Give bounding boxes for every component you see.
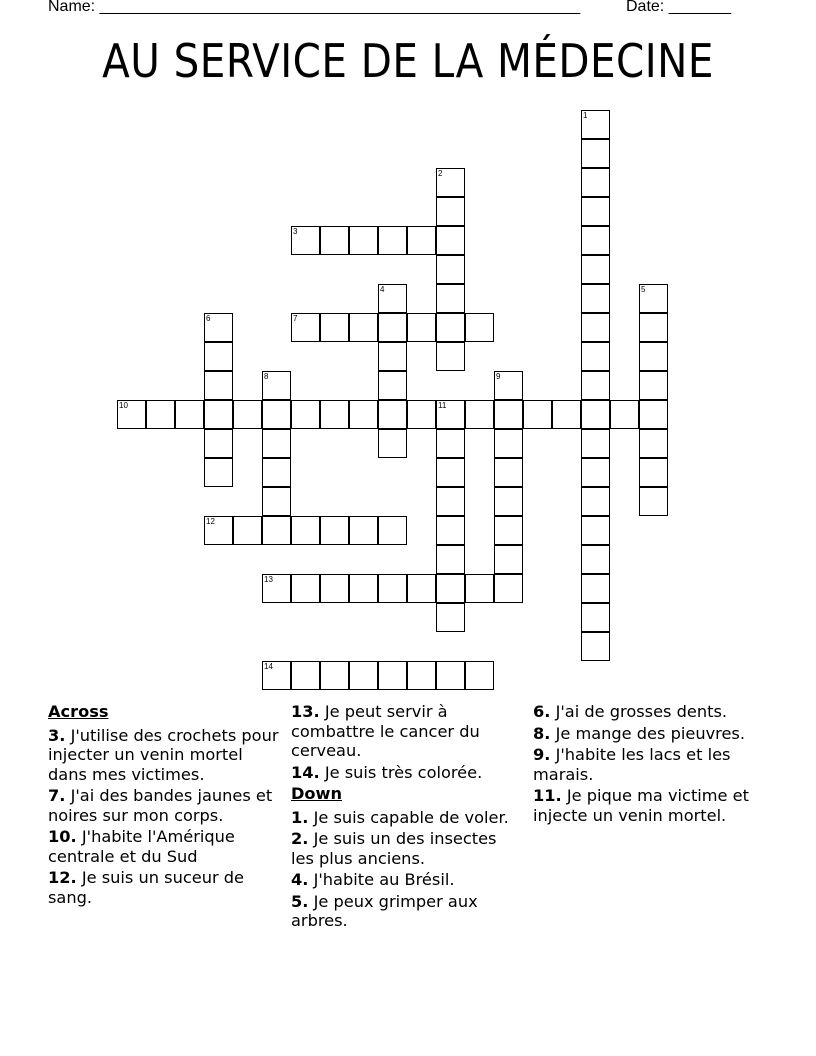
grid-cell[interactable] <box>465 574 494 603</box>
grid-cell[interactable] <box>436 516 465 545</box>
grid-cell[interactable] <box>291 661 320 690</box>
clues-column-3 <box>533 702 763 827</box>
grid-cell[interactable] <box>639 429 668 458</box>
clue-text: Je suis un suceur de sang. <box>48 868 245 907</box>
date-field-label: Date: _______ <box>626 0 731 15</box>
grid-cell[interactable] <box>291 516 320 545</box>
down-heading: Down <box>291 784 343 803</box>
clue-down-9 <box>533 745 763 784</box>
cell-number: 5 <box>641 285 646 294</box>
clue-across-14 <box>291 763 523 783</box>
grid-cell[interactable] <box>581 197 610 226</box>
grid-cell[interactable] <box>494 429 523 458</box>
cell-number: 7 <box>293 314 298 323</box>
clue-number: 4. <box>291 870 309 889</box>
grid-cell[interactable] <box>262 516 291 545</box>
grid-cell[interactable] <box>378 661 407 690</box>
grid-cell[interactable] <box>262 458 291 487</box>
grid-cell[interactable] <box>204 429 233 458</box>
grid-cell[interactable] <box>465 661 494 690</box>
grid-cell[interactable] <box>581 255 610 284</box>
grid-cell[interactable] <box>581 545 610 574</box>
grid-cell[interactable] <box>320 313 349 342</box>
grid-cell[interactable] <box>581 313 610 342</box>
clue-down-8 <box>533 724 763 744</box>
grid-cell[interactable] <box>233 400 262 429</box>
grid-cell[interactable] <box>378 400 407 429</box>
clue-down-2 <box>291 829 523 868</box>
grid-cell[interactable] <box>204 342 233 371</box>
grid-cell[interactable] <box>436 255 465 284</box>
grid-cell[interactable] <box>436 545 465 574</box>
clue-number: 1. <box>291 807 309 827</box>
grid-cell[interactable] <box>262 400 291 429</box>
cell-number: 8 <box>264 372 269 381</box>
clue-down-11 <box>533 786 763 825</box>
cell-number: 3 <box>293 227 298 236</box>
clue-down-4 <box>291 870 523 890</box>
grid-cell[interactable] <box>465 313 494 342</box>
grid-cell[interactable] <box>117 400 146 429</box>
clue-number: 11. <box>533 786 562 805</box>
grid-cell[interactable] <box>378 313 407 342</box>
clue-down-6 <box>533 702 763 722</box>
clue-number: 7. <box>48 786 66 805</box>
grid-cell[interactable] <box>436 429 465 458</box>
clue-text: J'utilise des crochets pour injecter un venin mortel dans mes victimes. <box>48 725 279 784</box>
cell-number: 10 <box>119 401 128 410</box>
clue-text: J'habite au Brésil. <box>313 870 455 889</box>
grid-cell[interactable] <box>610 400 639 429</box>
grid-cell[interactable] <box>291 226 320 255</box>
grid-cell[interactable] <box>262 429 291 458</box>
grid-cell[interactable] <box>407 574 436 603</box>
clue-across-10 <box>48 827 280 866</box>
clue-across-7 <box>48 786 280 825</box>
cell-number: 11 <box>438 401 447 410</box>
cell-number: 4 <box>380 285 385 294</box>
clue-across-12 <box>48 868 280 907</box>
clue-number: 6. <box>533 702 551 721</box>
grid-cell[interactable] <box>378 226 407 255</box>
grid-cell[interactable] <box>291 574 320 603</box>
grid-cell[interactable] <box>407 661 436 690</box>
grid-cell[interactable] <box>291 400 320 429</box>
grid-cell[interactable] <box>407 313 436 342</box>
grid-cell[interactable] <box>320 574 349 603</box>
grid-cell[interactable] <box>204 400 233 429</box>
grid-cell[interactable] <box>262 661 291 690</box>
grid-cell[interactable] <box>639 487 668 516</box>
grid-cell[interactable] <box>581 284 610 313</box>
grid-cell[interactable] <box>378 516 407 545</box>
grid-cell[interactable] <box>494 400 523 429</box>
grid-cell[interactable] <box>436 487 465 516</box>
grid-cell[interactable] <box>494 458 523 487</box>
grid-cell[interactable] <box>436 661 465 690</box>
grid-cell[interactable] <box>581 516 610 545</box>
clue-number: 14. <box>291 762 320 782</box>
grid-cell[interactable] <box>378 371 407 400</box>
grid-cell[interactable] <box>436 603 465 632</box>
grid-cell[interactable] <box>494 545 523 574</box>
grid-cell[interactable] <box>436 313 465 342</box>
grid-cell[interactable] <box>581 458 610 487</box>
grid-cell[interactable] <box>639 371 668 400</box>
grid-cell[interactable] <box>494 516 523 545</box>
cell-number: 6 <box>206 314 211 323</box>
clue-text: J'habite l'Amérique centrale et du Sud <box>48 827 235 866</box>
grid-cell[interactable] <box>436 284 465 313</box>
grid-cell[interactable] <box>581 400 610 429</box>
clues-column-2 <box>291 702 523 933</box>
grid-cell[interactable] <box>378 342 407 371</box>
grid-cell[interactable] <box>175 400 204 429</box>
grid-cell[interactable] <box>436 574 465 603</box>
clue-number: 8. <box>533 723 551 743</box>
cell-number: 9 <box>496 372 501 381</box>
grid-cell[interactable] <box>233 516 262 545</box>
grid-cell[interactable] <box>378 574 407 603</box>
clue-text: Je suis un des insectes les plus anciens. <box>291 829 497 868</box>
grid-cell[interactable] <box>494 574 523 603</box>
clue-across-13 <box>291 702 523 761</box>
grid-cell[interactable] <box>146 400 175 429</box>
clue-number: 9. <box>533 745 551 764</box>
grid-cell[interactable] <box>581 168 610 197</box>
grid-cell[interactable] <box>436 197 465 226</box>
clue-number: 5. <box>291 891 309 911</box>
grid-cell[interactable] <box>262 574 291 603</box>
clue-text: Je peux grimper aux arbres. <box>291 891 478 930</box>
clue-text: J'habite les lacs et les marais. <box>533 745 731 784</box>
grid-cell[interactable] <box>639 458 668 487</box>
across-heading: Across <box>48 702 109 721</box>
grid-cell[interactable] <box>494 371 523 400</box>
grid-cell[interactable] <box>581 574 610 603</box>
clue-text: Je peut servir à combattre le cancer du cerveau. <box>291 702 480 760</box>
grid-cell[interactable] <box>581 487 610 516</box>
grid-cell[interactable] <box>204 313 233 342</box>
cell-number: 14 <box>264 662 273 671</box>
clue-down-5 <box>291 892 523 931</box>
grid-cell[interactable] <box>262 487 291 516</box>
clue-text: Je mange des pieuvres. <box>555 723 746 743</box>
grid-cell[interactable] <box>349 516 378 545</box>
grid-cell[interactable] <box>320 226 349 255</box>
grid-cell[interactable] <box>378 429 407 458</box>
grid-cell[interactable] <box>639 342 668 371</box>
grid-cell[interactable] <box>581 139 610 168</box>
grid-cell[interactable] <box>581 632 610 661</box>
grid-cell[interactable] <box>204 516 233 545</box>
grid-cell[interactable] <box>581 371 610 400</box>
grid-cell[interactable] <box>581 110 610 139</box>
grid-cell[interactable] <box>320 661 349 690</box>
grid-cell[interactable] <box>378 284 407 313</box>
clues-column-1 <box>48 702 280 909</box>
clue-number: 10. <box>48 827 77 846</box>
grid-cell[interactable] <box>349 661 378 690</box>
page-title: AU SERVICE DE LA MÉDECINE <box>102 34 714 88</box>
clue-text: J'ai de grosses dents. <box>555 702 728 721</box>
grid-cell[interactable] <box>436 342 465 371</box>
grid-cell[interactable] <box>407 226 436 255</box>
grid-cell[interactable] <box>465 400 494 429</box>
name-field-label: Name: ______________________________________________________ <box>48 0 581 15</box>
clue-number: 12. <box>48 868 77 887</box>
clue-text: Je suis très colorée. <box>324 762 483 782</box>
grid-cell[interactable] <box>349 400 378 429</box>
grid-cell[interactable] <box>639 313 668 342</box>
grid-cell[interactable] <box>349 574 378 603</box>
grid-cell[interactable] <box>581 429 610 458</box>
grid-cell[interactable] <box>639 284 668 313</box>
clue-down-1 <box>291 808 523 828</box>
grid-cell[interactable] <box>320 516 349 545</box>
grid-cell[interactable] <box>436 168 465 197</box>
clue-across-3 <box>48 726 280 785</box>
cell-number: 2 <box>438 169 443 178</box>
clue-text: J'ai des bandes jaunes et noires sur mon corps. <box>48 786 273 825</box>
grid-cell[interactable] <box>291 313 320 342</box>
cell-number: 1 <box>583 111 588 120</box>
grid-cell[interactable] <box>581 226 610 255</box>
grid-cell[interactable] <box>494 487 523 516</box>
clue-text: Je pique ma victime et injecte un venin mortel. <box>533 786 749 825</box>
grid-cell[interactable] <box>204 371 233 400</box>
grid-cell[interactable] <box>349 226 378 255</box>
grid-cell[interactable] <box>523 400 552 429</box>
grid-cell[interactable] <box>320 400 349 429</box>
grid-cell[interactable] <box>552 400 581 429</box>
clue-number: 2. <box>291 829 309 848</box>
grid-cell[interactable] <box>407 400 436 429</box>
cell-number: 13 <box>264 575 273 584</box>
grid-cell[interactable] <box>262 371 291 400</box>
grid-cell[interactable] <box>204 458 233 487</box>
cell-number: 12 <box>206 517 215 526</box>
grid-cell[interactable] <box>436 400 465 429</box>
grid-cell[interactable] <box>581 342 610 371</box>
clue-number: 13. <box>291 702 320 721</box>
grid-cell[interactable] <box>581 603 610 632</box>
clue-text: Je suis capable de voler. <box>313 807 509 827</box>
grid-cell[interactable] <box>639 400 668 429</box>
grid-cell[interactable] <box>436 458 465 487</box>
grid-cell[interactable] <box>349 313 378 342</box>
clue-number: 3. <box>48 725 66 745</box>
grid-cell[interactable] <box>436 226 465 255</box>
